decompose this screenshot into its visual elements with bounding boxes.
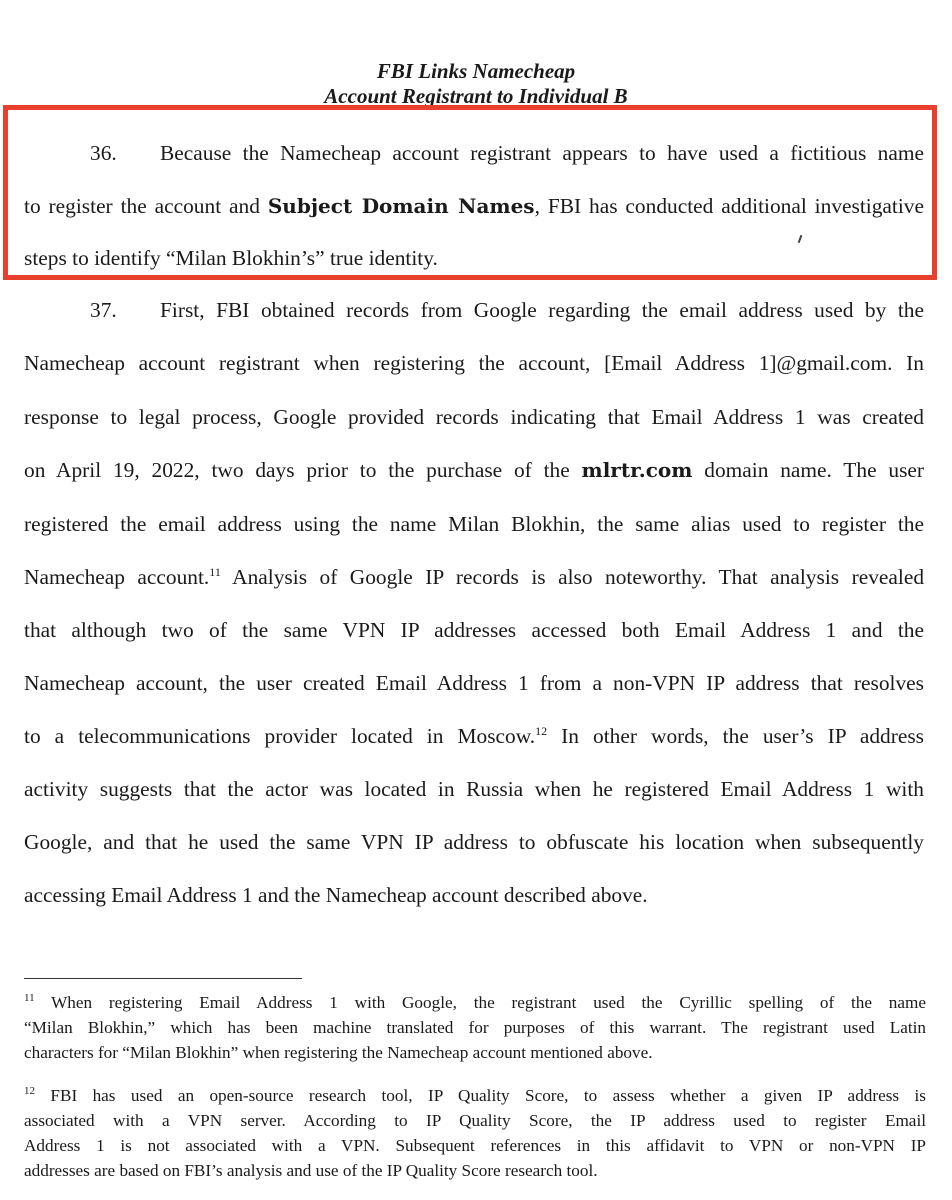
section-heading-line1: FBI Links Namecheap — [376, 59, 576, 83]
footnote-ref-11[interactable]: 11 — [209, 565, 221, 579]
paragraph-36-line-3: steps to identify “Milan Blokhin’s” true identity. — [24, 246, 438, 270]
footnote-11-line-1: $^{11}$ When registering Email Address 1 with Google, the registrant used the Cyrillic spelling of the name — [24, 992, 926, 1012]
paragraph-number: 36. — [90, 141, 117, 165]
footnote-number: 12 — [24, 1085, 35, 1097]
bold-term: mlrtr.com — [581, 458, 693, 482]
paragraph-37-line-8: Namecheap account, the user created Email Address 1 from a non-VPN IP address that resolves — [24, 671, 924, 695]
footnote-11-line-3: characters for “Milan Blokhin” when registering the Namecheap account mentioned above. — [24, 1043, 653, 1062]
paragraph-37-line-3: response to legal process, Google provided records indicating that Email Address 1 was created — [24, 405, 924, 429]
paragraph-number: 37. — [90, 298, 117, 322]
paragraph-37-line-4: on April 19, 2022, two days prior to the purchase of the mlrtr.com domain name. The user — [24, 458, 925, 482]
paragraph-36-line-1: 36. Because the Namecheap account registrant appears to have used a fictitious name — [90, 141, 924, 165]
paragraph-36-line-2: to register the account and Subject Domain Names, FBI has conducted additional investigative — [24, 194, 924, 218]
section-heading-line2: Account Registrant to Individual B — [324, 84, 628, 108]
footnote-number: 11 — [24, 992, 35, 1004]
paragraph-37-line-6: Namecheap account.$^{11}$ Analysis of Google IP records is also noteworthy. That analysis revealed — [24, 565, 925, 589]
footnote-12-line-2: associated with a VPN server. According to IP Quality Score, the IP address used to register Email — [24, 1111, 926, 1130]
bold-term: Subject Domain Names — [267, 194, 535, 218]
footnote-11-line-2: “Milan Blokhin,” which has been machine translated for purposes of this warrant. The registrant used Latin — [24, 1018, 926, 1037]
paragraph-37-line-5: registered the email address using the name Milan Blokhin, the same alias used to register the — [24, 512, 924, 536]
paragraph-37-line-2: Namecheap account registrant when registering the account, [Email Address 1]@gmail.com. In — [24, 351, 924, 375]
paragraph-37-line-11: Google, and that he used the same VPN IP address to obfuscate his location when subsequently — [24, 830, 924, 854]
paragraph-37-line-1: 37. First, FBI obtained records from Google regarding the email address used by the — [90, 298, 924, 322]
footnote-separator — [24, 978, 302, 979]
footnote-12-line-4: addresses are based on FBI’s analysis and use of the IP Quality Score research tool. — [24, 1161, 598, 1180]
paragraph-37-line-7: that although two of the same VPN IP addresses accessed both Email Address 1 and the — [24, 618, 924, 642]
paragraph-37-line-12: accessing Email Address 1 and the Namecheap account described above. — [24, 883, 648, 907]
footnote-12-line-3: Address 1 is not associated with a VPN. Subsequent references in this affidavit to VPN or non-VPN IP — [24, 1136, 926, 1155]
paragraph-37-line-10: activity suggests that the actor was located in Russia when he registered Email Address 1 with — [24, 777, 924, 801]
footnote-12-line-1: $^{12}$ FBI has used an open-source research tool, IP Quality Score, to assess whether a given IP address is — [24, 1085, 926, 1105]
paragraph-37-line-9: to a telecommunications provider located in Moscow.$^{12}$ In other words, the user’s IP address — [24, 724, 924, 748]
footnote-ref-12[interactable]: 12 — [535, 724, 548, 738]
